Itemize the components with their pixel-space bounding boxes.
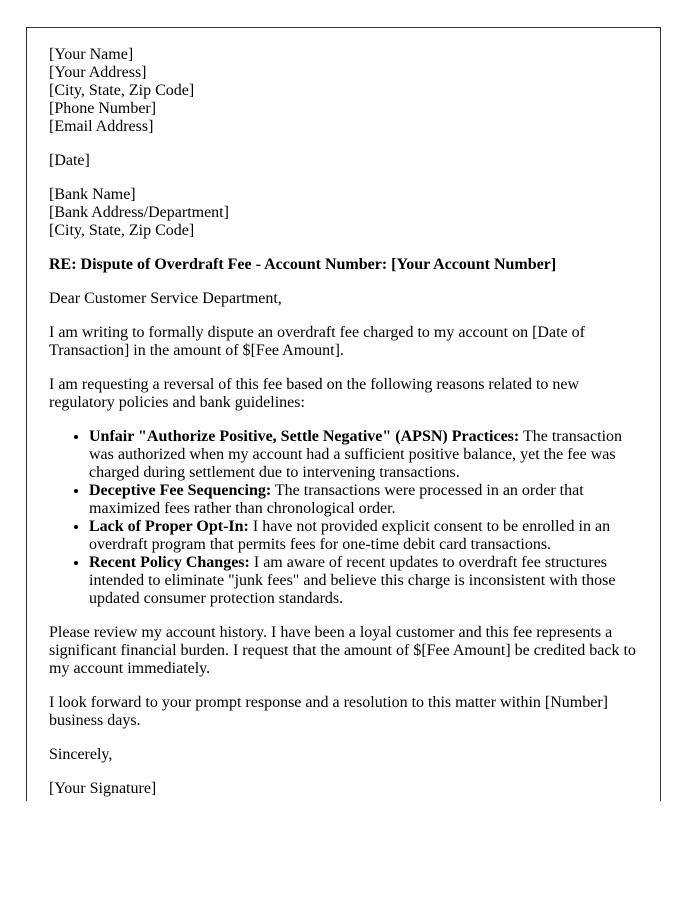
bank-name: [Bank Name] [49, 186, 136, 203]
reason-item-opt-in [89, 518, 640, 554]
sender-email: [Email Address] [49, 118, 154, 135]
reason-body: The transaction was authorized when my account had a sufficient positive balance, yet the fee was charged during settlement due to intervening transactions. [89, 428, 623, 481]
reason-body: The transactions were processed in an order that maximized fees rather than chronological order. [89, 482, 584, 517]
sender-address: [Your Address] [49, 64, 147, 81]
signature-placeholder: [Your Signature] [49, 780, 157, 797]
paragraph-reasons-lead: I am requesting a reversal of this fee based on the following reasons related to new regulatory policies and bank guidelines: [49, 376, 580, 411]
reason-title: Recent Policy Changes: [89, 554, 250, 571]
reason-body: I have not provided explicit consent to be enrolled in an overdraft program that permits fees for one-time debit card transactions. [89, 518, 611, 553]
date-line: [Date] [49, 152, 90, 169]
sender-name: [Your Name] [49, 46, 134, 63]
reason-title: Deceptive Fee Sequencing: [89, 482, 272, 499]
paragraph-review-request: Please review my account history. I have been a loyal customer and this fee represents a significant financial burden. I request that the amount of $[Fee Amount] be credited back to my account immediately. [49, 624, 636, 677]
bank-city-state-zip: [City, State, Zip Code] [49, 222, 195, 239]
sender-address-block [49, 46, 640, 136]
sender-phone: [Phone Number] [49, 100, 157, 117]
salutation: Dear Customer Service Department, [49, 290, 282, 307]
reason-item-apsn [89, 428, 640, 482]
recipient-address-block [49, 186, 640, 240]
signoff: Sincerely, [49, 746, 113, 763]
reason-body: I am aware of recent updates to overdraft fee structures intended to eliminate "junk fees" and believe this charge is inconsistent with those updated consumer protection standards. [89, 554, 616, 607]
paragraph-intro: I am writing to formally dispute an overdraft fee charged to my account on [Date of Transaction] in the amount of $[Fee Amount]. [49, 324, 585, 359]
reason-title: Lack of Proper Opt-In: [89, 518, 249, 535]
reason-item-fee-sequencing [89, 482, 640, 518]
letter-container [26, 27, 661, 801]
subject-line: RE: Dispute of Overdraft Fee - Account Number: [Your Account Number] [49, 256, 557, 273]
sender-city-state-zip: [City, State, Zip Code] [49, 82, 195, 99]
reason-item-policy-changes [89, 554, 640, 608]
paragraph-closing: I look forward to your prompt response and a resolution to this matter within [Number] business days. [49, 694, 608, 729]
reason-title: Unfair "Authorize Positive, Settle Negative" (APSN) Practices: [89, 428, 520, 445]
reasons-list [49, 428, 640, 608]
bank-address: [Bank Address/Department] [49, 204, 229, 221]
